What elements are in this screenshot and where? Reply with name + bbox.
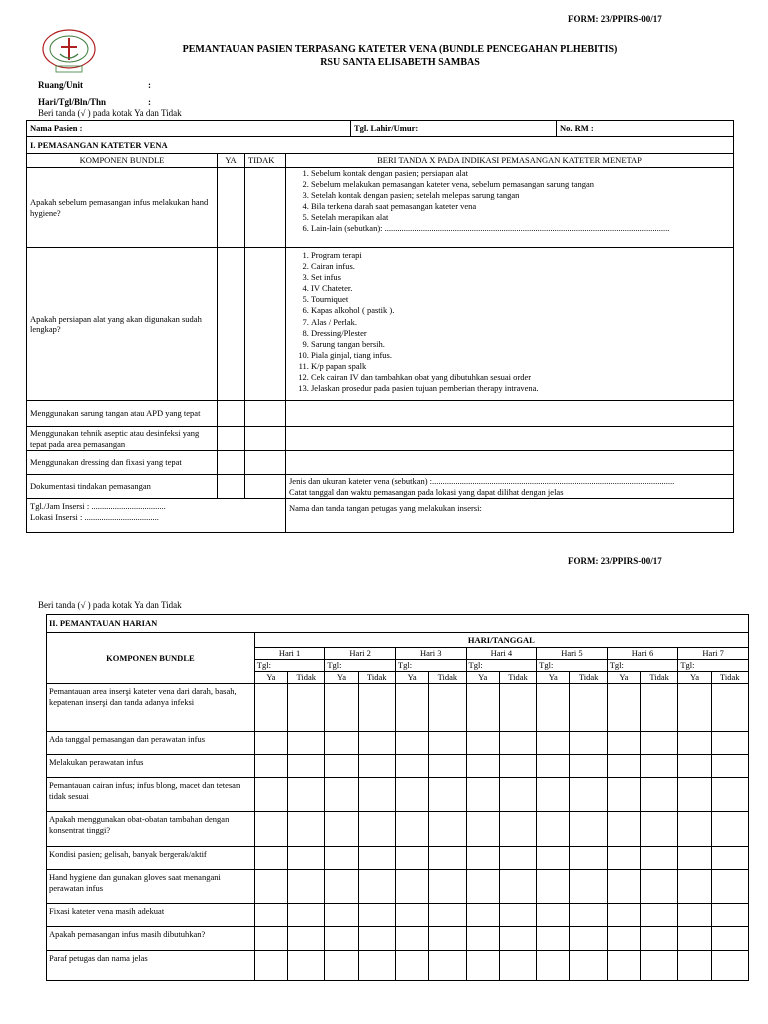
col-indikasi-header: BERI TANDA X PADA INDIKASI PEMASANGAN KATETER MENETAP (286, 154, 734, 168)
form-title (110, 43, 690, 69)
col-komponen-header: KOMPONEN BUNDLE (27, 154, 218, 168)
day-header: Hari 1 (254, 648, 325, 660)
tgl-jam-insersi: Tgl./Jam Insersi : ................................... (30, 501, 166, 511)
row4-tidak-cell[interactable] (245, 427, 286, 451)
tidak-header: Tidak (358, 672, 395, 684)
tidak-check-cell[interactable] (570, 870, 607, 904)
list-item: 5. Tourniquet (311, 294, 730, 305)
row1-ya-cell[interactable] (218, 168, 245, 248)
daily-row-question: Pemantauan area inserşi kateter vena dari darah, basah, kepatenan inserşi dan tanda adanya infeksi (47, 684, 255, 732)
row5-note-cell (286, 451, 734, 475)
tidak-check-cell[interactable] (429, 870, 466, 904)
tidak-check-cell[interactable] (288, 904, 325, 927)
tidak-check-cell[interactable] (641, 684, 678, 732)
ya-check-cell[interactable] (325, 732, 358, 755)
ya-check-cell[interactable] (607, 812, 640, 847)
tidak-check-cell[interactable] (499, 684, 536, 732)
ya-check-cell[interactable] (325, 778, 358, 812)
ya-check-cell[interactable] (466, 904, 499, 927)
ya-check-cell[interactable] (254, 812, 287, 847)
daily-row-question: Ada tanggal pemasangan dan perawatan infus (47, 732, 255, 755)
tidak-check-cell[interactable] (288, 951, 325, 981)
row5-ya-cell[interactable] (218, 451, 245, 475)
tidak-check-cell[interactable] (499, 904, 536, 927)
ya-check-cell[interactable] (325, 927, 358, 951)
row2-tidak-cell[interactable] (245, 248, 286, 401)
hari-colon: : (148, 97, 151, 107)
tidak-check-cell[interactable] (570, 951, 607, 981)
ya-check-cell[interactable] (395, 684, 428, 732)
ruang-label: Ruang/Unit (38, 80, 84, 90)
day-header: Hari 7 (678, 648, 749, 660)
tidak-check-cell[interactable] (570, 927, 607, 951)
row5-question: Menggunakan dressing dan fixasi yang tepat (27, 451, 218, 475)
tidak-check-cell[interactable] (499, 732, 536, 755)
tidak-check-cell[interactable] (358, 927, 395, 951)
list-item: 3. Setelah kontak dengan pasien; setelah melepas sarung tangan (311, 190, 730, 201)
col-ya-header: YA (218, 154, 245, 168)
row4-ya-cell[interactable] (218, 427, 245, 451)
ya-header: Ya (325, 672, 358, 684)
list-item: 11. K/p papan spalk (311, 361, 730, 372)
instruction-2: Beri tanda (√ ) pada kotak Ya dan Tidak (38, 600, 182, 610)
patient-info-table (26, 120, 734, 137)
tidak-check-cell[interactable] (288, 732, 325, 755)
tidak-check-cell[interactable] (429, 927, 466, 951)
tidak-check-cell[interactable] (499, 755, 536, 778)
ya-check-cell[interactable] (537, 684, 570, 732)
daily-row-question: Apakah pemasangan infus masih dibutuhkan? (47, 927, 255, 951)
section2-table (46, 614, 749, 981)
ya-check-cell[interactable] (395, 870, 428, 904)
ya-check-cell[interactable] (537, 927, 570, 951)
list-item: 4. IV Chateter. (311, 283, 730, 294)
tidak-check-cell[interactable] (499, 951, 536, 981)
ya-check-cell[interactable] (678, 755, 711, 778)
tidak-check-cell[interactable] (499, 778, 536, 812)
ya-check-cell[interactable] (466, 812, 499, 847)
tidak-check-cell[interactable] (711, 927, 748, 951)
ya-check-cell[interactable] (254, 927, 287, 951)
tidak-check-cell[interactable] (570, 847, 607, 870)
tgl-field[interactable]: Tgl: (395, 660, 466, 672)
ya-check-cell[interactable] (395, 778, 428, 812)
tidak-check-cell[interactable] (288, 778, 325, 812)
list-item: 9. Sarung tangan bersih. (311, 339, 730, 350)
row7-insersi-cell[interactable] (27, 499, 286, 533)
ya-check-cell[interactable] (537, 778, 570, 812)
ya-header: Ya (466, 672, 499, 684)
tidak-check-cell[interactable] (288, 812, 325, 847)
hari-label: Hari/Tgl/Bln/Thn (38, 97, 107, 107)
row6-note-cell[interactable] (286, 475, 734, 499)
ya-check-cell[interactable] (325, 847, 358, 870)
tidak-check-cell[interactable] (711, 847, 748, 870)
ya-check-cell[interactable] (395, 732, 428, 755)
ya-check-cell[interactable] (537, 732, 570, 755)
day-header: Hari 4 (466, 648, 537, 660)
ya-check-cell[interactable] (466, 684, 499, 732)
tidak-check-cell[interactable] (429, 684, 466, 732)
instruction-1: Beri tanda (√ ) pada kotak Ya dan Tidak (38, 108, 182, 118)
tidak-check-cell[interactable] (711, 684, 748, 732)
title-line-2: RSU SANTA ELISABETH SAMBAS (320, 57, 480, 68)
tidak-check-cell[interactable] (358, 778, 395, 812)
row2-alat-list (286, 248, 734, 401)
tidak-check-cell[interactable] (429, 904, 466, 927)
section1-table (26, 136, 734, 533)
tidak-check-cell[interactable] (499, 927, 536, 951)
ya-check-cell[interactable] (607, 684, 640, 732)
list-item: 2. Sebelum melakukan pemasangan kateter vena, sebelum pemasangan sarung tangan (311, 179, 730, 190)
ya-check-cell[interactable] (466, 847, 499, 870)
row6-tidak-cell[interactable] (245, 475, 286, 499)
ya-check-cell[interactable] (537, 870, 570, 904)
tidak-header: Tidak (570, 672, 607, 684)
ruang-colon: : (148, 80, 151, 90)
row4-note-cell (286, 427, 734, 451)
daily-row-question: Paraf petugas dan nama jelas (47, 951, 255, 981)
table-row (47, 847, 749, 870)
table-row (47, 870, 749, 904)
tidak-check-cell[interactable] (429, 732, 466, 755)
ya-check-cell[interactable] (395, 755, 428, 778)
tidak-check-cell[interactable] (711, 732, 748, 755)
ya-check-cell[interactable] (607, 904, 640, 927)
tidak-header: Tidak (499, 672, 536, 684)
tidak-check-cell[interactable] (358, 951, 395, 981)
list-item: 3. Set infus (311, 272, 730, 283)
list-item: 7. Alas / Perlak. (311, 317, 730, 328)
ya-check-cell[interactable] (395, 847, 428, 870)
tidak-check-cell[interactable] (570, 732, 607, 755)
ya-check-cell[interactable] (537, 847, 570, 870)
ya-check-cell[interactable] (678, 812, 711, 847)
tidak-check-cell[interactable] (711, 755, 748, 778)
tidak-check-cell[interactable] (288, 927, 325, 951)
tidak-check-cell[interactable] (358, 732, 395, 755)
ya-check-cell[interactable] (395, 812, 428, 847)
tidak-check-cell[interactable] (288, 847, 325, 870)
tidak-check-cell[interactable] (641, 732, 678, 755)
row3-ya-cell[interactable] (218, 401, 245, 427)
table-row (47, 684, 749, 732)
table-row (47, 951, 749, 981)
ya-check-cell[interactable] (395, 927, 428, 951)
section1-title: I. PEMASANGAN KATETER VENA (27, 137, 734, 154)
tidak-check-cell[interactable] (641, 904, 678, 927)
tgl-lahir-field[interactable]: Tgl. Lahir/Umur: (351, 121, 557, 137)
tidak-check-cell[interactable] (429, 951, 466, 981)
table-row (47, 755, 749, 778)
tgl-field[interactable]: Tgl: (254, 660, 325, 672)
list-item: 5. Setelah merapikan alat (311, 212, 730, 223)
list-item: 10. Piala ginjal, tiang infus. (311, 350, 730, 361)
ya-header: Ya (537, 672, 570, 684)
tidak-check-cell[interactable] (641, 870, 678, 904)
ya-check-cell[interactable] (678, 951, 711, 981)
ya-header: Ya (395, 672, 428, 684)
daily-monitoring-body (47, 684, 749, 981)
ya-check-cell[interactable] (678, 778, 711, 812)
tgl-field[interactable]: Tgl: (466, 660, 537, 672)
section2-title: II. PEMANTAUAN HARIAN (47, 615, 749, 633)
tidak-check-cell[interactable] (429, 755, 466, 778)
tidak-check-cell[interactable] (429, 778, 466, 812)
col-tidak-header: TIDAK (245, 154, 286, 168)
table-row (47, 904, 749, 927)
ya-check-cell[interactable] (254, 847, 287, 870)
ya-check-cell[interactable] (466, 870, 499, 904)
tidak-check-cell[interactable] (570, 778, 607, 812)
ya-check-cell[interactable] (678, 927, 711, 951)
daily-row-question: Apakah menggunakan obat-obatan tambahan dengan konsentrat tinggi? (47, 812, 255, 847)
tidak-header: Tidak (641, 672, 678, 684)
ya-check-cell[interactable] (607, 755, 640, 778)
lokasi-insersi: Lokasi Insersi : ................................... (30, 511, 159, 522)
ya-check-cell[interactable] (254, 732, 287, 755)
tidak-check-cell[interactable] (570, 904, 607, 927)
daily-row-question: Melakukan perawatan infus (47, 755, 255, 778)
tidak-header: Tidak (711, 672, 748, 684)
ya-check-cell[interactable] (537, 904, 570, 927)
tidak-check-cell[interactable] (641, 951, 678, 981)
ya-check-cell[interactable] (607, 847, 640, 870)
tidak-check-cell[interactable] (711, 870, 748, 904)
ya-check-cell[interactable] (537, 755, 570, 778)
ya-check-cell[interactable] (395, 951, 428, 981)
tidak-check-cell[interactable] (711, 904, 748, 927)
day-header: Hari 6 (607, 648, 678, 660)
ya-check-cell[interactable] (254, 755, 287, 778)
row1-question: Apakah sebelum pemasangan infus melakukan hand hygiene? (27, 168, 218, 248)
ya-check-cell[interactable] (325, 951, 358, 981)
ya-check-cell[interactable] (325, 812, 358, 847)
daily-row-question: Hand hygiene dan gunakan gloves saat menangani perawatan infus (47, 870, 255, 904)
list-item: 8. Dressing/Plester (311, 328, 730, 339)
list-item: 1. Program terapi (311, 250, 730, 261)
tidak-check-cell[interactable] (570, 812, 607, 847)
row2-question: Apakah persiapan alat yang akan digunakan sudah lengkap? (27, 248, 218, 401)
ya-check-cell[interactable] (325, 870, 358, 904)
tidak-check-cell[interactable] (429, 847, 466, 870)
ya-check-cell[interactable] (254, 904, 287, 927)
row3-tidak-cell[interactable] (245, 401, 286, 427)
ya-check-cell[interactable] (395, 904, 428, 927)
tidak-header: Tidak (288, 672, 325, 684)
title-line-1: PEMANTAUAN PASIEN TERPASANG KATETER VENA (BUNDLE PENCEGAHAN PLHEBITIS) (182, 44, 618, 55)
ya-check-cell[interactable] (466, 927, 499, 951)
day-header: Hari 3 (395, 648, 466, 660)
tidak-check-cell[interactable] (288, 870, 325, 904)
ya-check-cell[interactable] (325, 904, 358, 927)
ya-check-cell[interactable] (466, 778, 499, 812)
tgl-field[interactable]: Tgl: (607, 660, 678, 672)
tidak-check-cell[interactable] (570, 684, 607, 732)
ya-check-cell[interactable] (466, 732, 499, 755)
tidak-check-cell[interactable] (499, 870, 536, 904)
ya-check-cell[interactable] (254, 951, 287, 981)
tidak-check-cell[interactable] (358, 904, 395, 927)
list-item: 6. Kapas alkohol ( pastik ). (311, 305, 730, 316)
table-row (47, 732, 749, 755)
ya-check-cell[interactable] (537, 951, 570, 981)
list-item: 2. Cairan infus. (311, 261, 730, 272)
row6-ya-cell[interactable] (218, 475, 245, 499)
ya-check-cell[interactable] (607, 732, 640, 755)
jenis-kateter-line: Jenis dan ukuran kateter vena (sebutkan) :.................................................................................................................. (289, 476, 675, 486)
tidak-check-cell[interactable] (641, 812, 678, 847)
ya-check-cell[interactable] (607, 927, 640, 951)
tidak-check-cell[interactable] (358, 755, 395, 778)
daily-row-question: Fixasi kateter vena masih adekuat (47, 904, 255, 927)
ya-check-cell[interactable] (678, 847, 711, 870)
tidak-check-cell[interactable] (641, 755, 678, 778)
ya-check-cell[interactable] (678, 904, 711, 927)
tidak-check-cell[interactable] (641, 927, 678, 951)
tidak-header: Tidak (429, 672, 466, 684)
row4-question: Menggunakan tehnik aseptic atau desinfeksi yang tepat pada area pemasangan (27, 427, 218, 451)
tidak-check-cell[interactable] (288, 684, 325, 732)
day-header: Hari 2 (325, 648, 396, 660)
form-code-2: FORM: 23/PPIRS-00/17 (568, 556, 662, 566)
catat-tanggal-line: Catat tanggal dan waktu pemasangan pada lokasi yang dapat dilihat dengan jelas (289, 486, 564, 497)
table-row (47, 927, 749, 951)
row5-tidak-cell[interactable] (245, 451, 286, 475)
daily-row-question: Kondisi pasien; gelisah, banyak bergerak/aktif (47, 847, 255, 870)
daily-row-question: Pemantauan cairan infus; infus blong, macet dan tetesan tidak sesuai (47, 778, 255, 812)
tgl-field[interactable]: Tgl: (325, 660, 396, 672)
ya-check-cell[interactable] (466, 951, 499, 981)
col-komponen-header-2: KOMPONEN BUNDLE (47, 633, 255, 684)
form-code: FORM: 23/PPIRS-00/17 (568, 14, 662, 24)
tgl-field[interactable]: Tgl: (537, 660, 608, 672)
tidak-check-cell[interactable] (711, 812, 748, 847)
ya-header: Ya (678, 672, 711, 684)
list-item: 6. Lain-lain (sebutkan): ...................................................................................................................................... (311, 223, 730, 234)
row7-petugas-cell[interactable]: Nama dan tanda tangan petugas yang melakukan insersi: (286, 499, 734, 533)
row1-indikasi-list (286, 168, 734, 248)
ya-check-cell[interactable] (537, 812, 570, 847)
hospital-logo (38, 28, 100, 74)
tidak-check-cell[interactable] (711, 778, 748, 812)
row3-question: Menggunakan sarung tangan atau APD yang tepat (27, 401, 218, 427)
ya-check-cell[interactable] (607, 951, 640, 981)
tidak-check-cell[interactable] (358, 684, 395, 732)
day-header: Hari 5 (537, 648, 608, 660)
list-item: 4. Bila terkena darah saat pemasangan kateter vena (311, 201, 730, 212)
tidak-check-cell[interactable] (641, 778, 678, 812)
row2-ya-cell[interactable] (218, 248, 245, 401)
tidak-check-cell[interactable] (358, 812, 395, 847)
tidak-check-cell[interactable] (429, 812, 466, 847)
ya-check-cell[interactable] (678, 870, 711, 904)
row3-note-cell (286, 401, 734, 427)
no-rm-field[interactable]: No. RM : (557, 121, 734, 137)
tidak-check-cell[interactable] (499, 847, 536, 870)
tidak-check-cell[interactable] (288, 755, 325, 778)
row6-question: Dokumentasi tindakan pemasangan (27, 475, 218, 499)
list-item: 13. Jelaskan prosedur pada pasien tujuan pemberian therapy intravena. (311, 383, 730, 394)
ya-check-cell[interactable] (678, 684, 711, 732)
tidak-check-cell[interactable] (358, 847, 395, 870)
nama-pasien-field[interactable]: Nama Pasien : (27, 121, 351, 137)
ya-check-cell[interactable] (678, 732, 711, 755)
ya-check-cell[interactable] (254, 778, 287, 812)
hari-tanggal-header: HARI/TANGGAL (254, 633, 748, 648)
tidak-check-cell[interactable] (711, 951, 748, 981)
list-item: 12. Cek cairan IV dan tambahkan obat yang dibutuhkan sesuai order (311, 372, 730, 383)
ya-check-cell[interactable] (607, 778, 640, 812)
tidak-check-cell[interactable] (358, 870, 395, 904)
ya-header: Ya (254, 672, 287, 684)
tidak-check-cell[interactable] (570, 755, 607, 778)
list-item: 1. Sebelum kontak dengan pasien; persiapan alat (311, 168, 730, 179)
ya-check-cell[interactable] (325, 684, 358, 732)
tidak-check-cell[interactable] (641, 847, 678, 870)
table-row (47, 778, 749, 812)
tidak-check-cell[interactable] (499, 812, 536, 847)
ya-check-cell[interactable] (254, 684, 287, 732)
ya-check-cell[interactable] (607, 870, 640, 904)
table-row (47, 812, 749, 847)
ya-header: Ya (607, 672, 640, 684)
ya-check-cell[interactable] (466, 755, 499, 778)
tgl-field[interactable]: Tgl: (678, 660, 749, 672)
ya-check-cell[interactable] (325, 755, 358, 778)
row1-tidak-cell[interactable] (245, 168, 286, 248)
ya-check-cell[interactable] (254, 870, 287, 904)
